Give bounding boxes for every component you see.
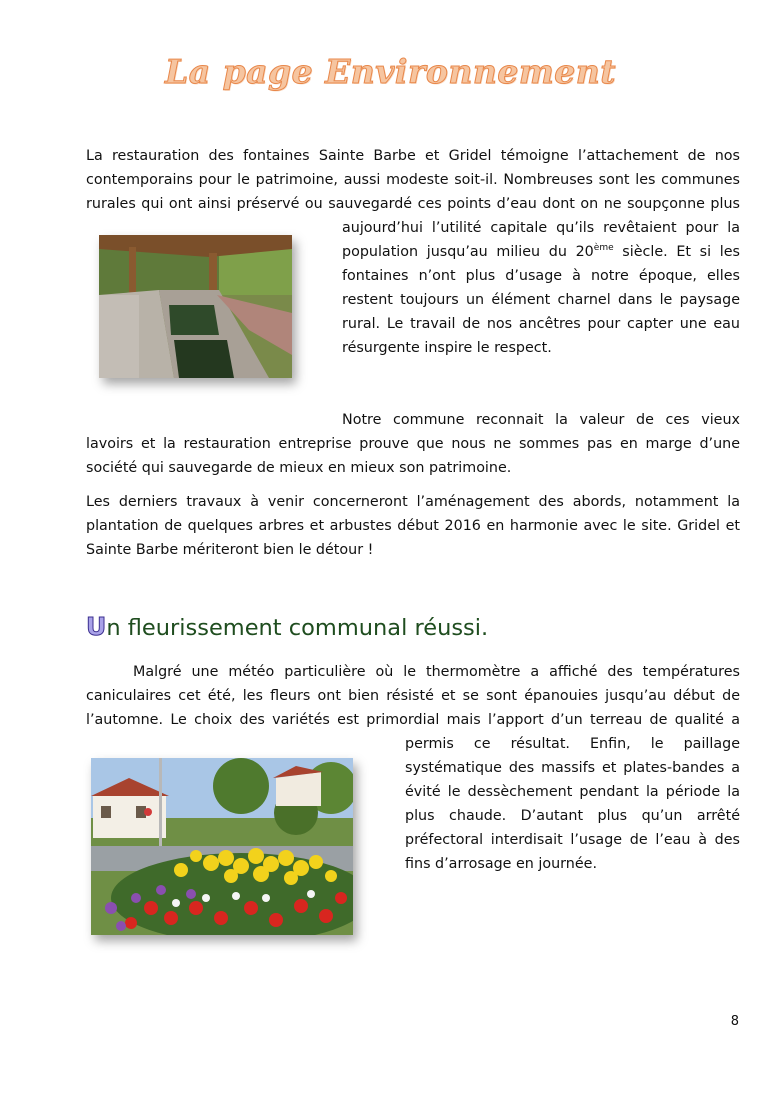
heritage-paragraph <box>86 408 740 480</box>
text-line: plantation de quelques arbres et arbustes début 2016 en harmonie avec le site. Gridel et <box>86 518 740 534</box>
text-line: préfectoral interdisait l’usage de l’eau à des <box>405 832 740 848</box>
fountain-photo <box>99 235 292 378</box>
text-line: plus chaude. D’autant plus qu’un arrêté <box>405 808 740 824</box>
intro-paragraph <box>86 144 740 216</box>
text-line: l’automne. Le choix des variétés est primordial mais l’apport d’un terreau de qualité a <box>86 712 740 728</box>
works-paragraph <box>86 490 740 562</box>
page-number: 8 <box>730 1014 739 1029</box>
text-line: résurgente inspire le respect. <box>342 340 552 356</box>
text-line: permis ce résultat. Enfin, le paillage <box>405 736 740 752</box>
text-line: contemporains pour le patrimoine, aussi modeste soit-il. Nombreuses sont les communes <box>86 172 740 188</box>
text-line: restent toujours un élément charnel dans le paysage <box>342 292 740 308</box>
text-line: Sainte Barbe mériteront bien le détour ! <box>86 542 374 558</box>
section-heading <box>86 612 488 641</box>
text-line: rurales qui ont ainsi préservé ou sauvegardé ces points d’eau dont on ne soupçonne plus <box>86 196 740 212</box>
heading-text: n fleurissement communal réussi. <box>106 615 489 641</box>
text-line: rural. Le travail de nos ancêtres pour capter une eau <box>342 316 740 332</box>
flowers-paragraph-wrap <box>405 732 740 876</box>
text-line: lavoirs et la restauration entreprise prouve que nous ne sommes pas en marge d’une <box>86 436 740 452</box>
text-line: population jusqu’au milieu du 20ème siècle. Et si les <box>342 243 740 260</box>
text-line: La restauration des fontaines Sainte Barbe et Gridel témoigne l’attachement de nos <box>86 148 740 164</box>
text-line: Les derniers travaux à venir concerneront l’aménagement des abords, notamment la <box>86 494 740 510</box>
superscript: ème <box>593 243 614 254</box>
text-line: caniculaires cet été, les fleurs ont bien résisté et se sont épanouies jusqu’au début de <box>86 688 740 704</box>
heading-initial: U <box>86 612 107 641</box>
text-line: Malgré une météo particulière où le thermomètre a affiché des températures <box>133 664 740 680</box>
flowers-paragraph <box>86 660 740 732</box>
text-line: évité le dessèchement pendant la période la <box>405 784 740 800</box>
intro-paragraph-wrap <box>342 216 740 360</box>
text-line: fontaines n’ont plus d’usage à notre époque, elles <box>342 268 740 284</box>
text-line: aujourd’hui l’utilité capitale qu’ils revêtaient pour la <box>342 220 740 236</box>
text-line: fins d’arrosage en journée. <box>405 856 598 872</box>
flower-bed-photo <box>91 758 353 935</box>
text-line: Notre commune reconnait la valeur de ces vieux <box>342 412 740 428</box>
text-line: systématique des massifs et plates-bandes a <box>405 760 740 776</box>
text-line: société qui sauvegarde de mieux en mieux son patrimoine. <box>86 460 512 476</box>
page-title: La page Environnement <box>165 52 616 91</box>
